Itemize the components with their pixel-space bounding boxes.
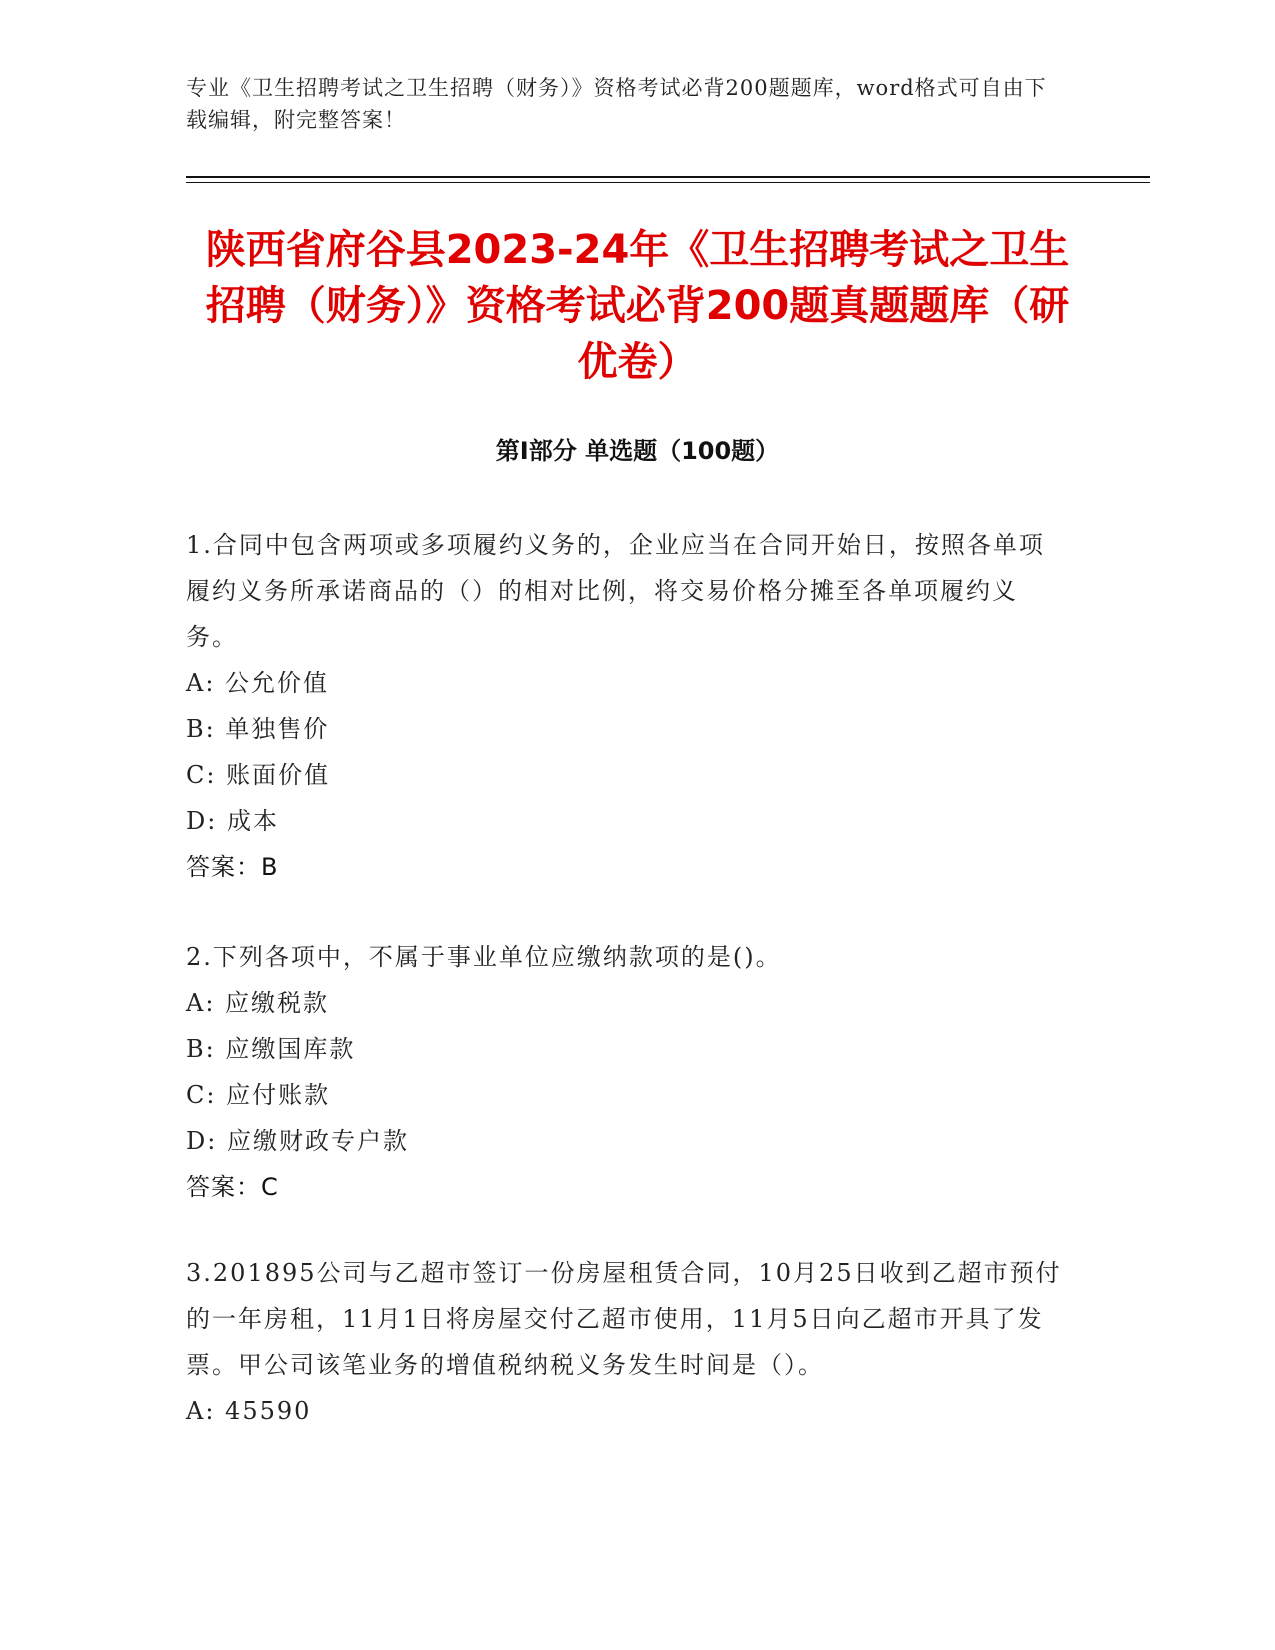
option-a: A: 应缴税款 [186, 989, 330, 1017]
document-title: 陕西省府谷县2023-24年《卫生招聘考试之卫生招聘（财务）》资格考试必背200题真题题库（研优卷） [205, 227, 1070, 385]
header-divider-thick [186, 176, 1150, 178]
question-3 [186, 1250, 1066, 1434]
option-d: D: 成本 [186, 807, 279, 835]
option-d: D: 应缴财政专户款 [186, 1127, 409, 1155]
section-heading: 第I部分 单选题（100题） [495, 437, 780, 465]
question-stem: 1.合同中包含两项或多项履约义务的，企业应当在合同开始日，按照各单项履约义务所承诺商品的（）的相对比例，将交易价格分摊至各单项履约义务。 [186, 531, 1045, 651]
answer: 答案：C [186, 1173, 279, 1201]
question-stem: 3.201895公司与乙超市签订一份房屋租赁合同，10月25日收到乙超市预付的一年房租，11月1日将房屋交付乙超市使用，11月5日向乙超市开具了发票。甲公司该笔业务的增值税纳税义务发生时间是（）。 [186, 1259, 1062, 1379]
option-a: A: 公允价值 [186, 669, 330, 697]
header-note: 专业《卫生招聘考试之卫生招聘（财务）》资格考试必背200题题库，word格式可自由下载编辑，附完整答案！ [186, 76, 1047, 132]
option-b: B: 单独售价 [186, 715, 330, 743]
option-c: C: 账面价值 [186, 761, 331, 789]
question-2 [186, 934, 1066, 1210]
option-c: C: 应付账款 [186, 1081, 331, 1109]
answer: 答案：B [186, 853, 279, 881]
option-b: B: 应缴国库款 [186, 1035, 356, 1063]
question-1 [186, 522, 1066, 890]
question-stem: 2.下列各项中，不属于事业单位应缴纳款项的是()。 [186, 943, 782, 971]
header-divider-thin [186, 182, 1150, 183]
option-a: A: 45590 [186, 1397, 312, 1425]
